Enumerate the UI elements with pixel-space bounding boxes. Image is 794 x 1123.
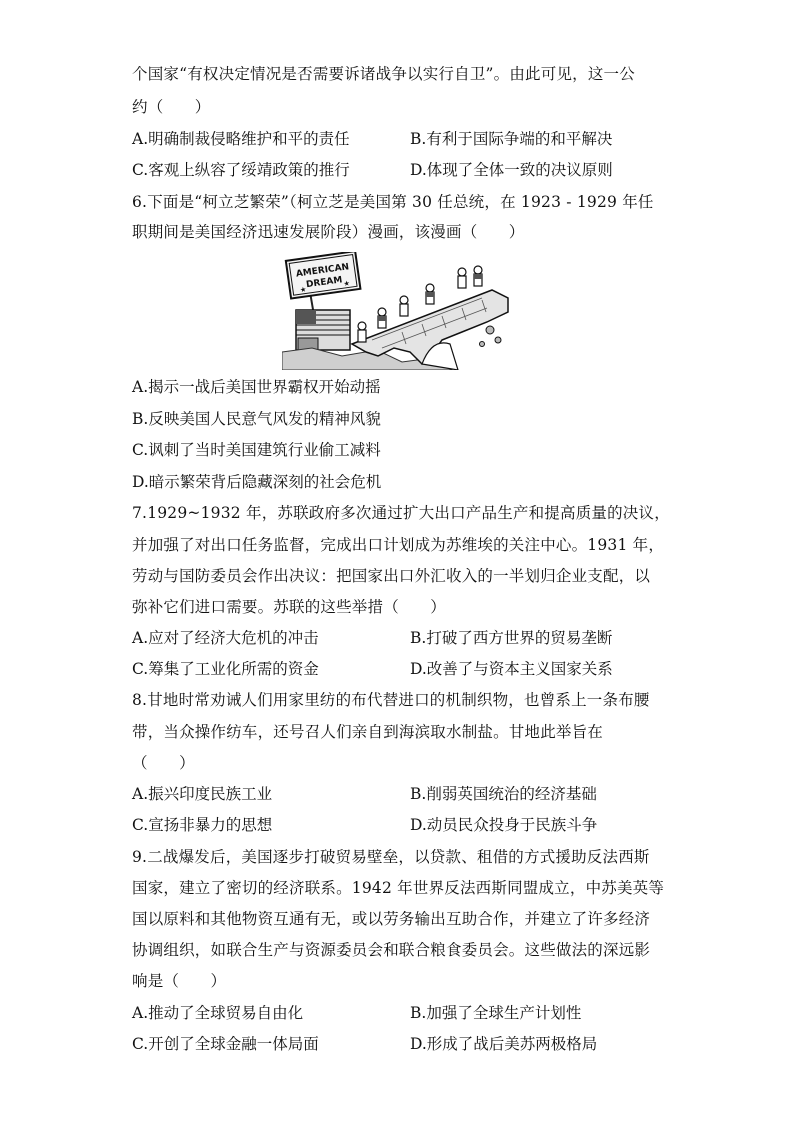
q9-stem-line-4: 协调组织，如联合生产与资源委员会和联合粮食委员会。这些做法的深远影 <box>132 941 651 959</box>
q7-option-c: C.筹集了工业化所需的资金 <box>132 660 319 678</box>
q9-option-d: D.形成了战后美苏两极格局 <box>410 1035 598 1053</box>
q8-stem-line-2: 带，当众操作纺车，还号召人们亲自到海滨取水制盐。甘地此举旨在 <box>132 723 604 741</box>
q8-option-a: A.振兴印度民族工业 <box>132 785 273 803</box>
q6-option-b: B.反映美国人民意气风发的精神风貌 <box>132 410 381 428</box>
cartoon-sign-line-1: AMERICAN <box>295 262 350 280</box>
q8-option-b: B.削弱英国统治的经济基础 <box>410 785 597 803</box>
q6-option-d: D.暗示繁荣背后隐藏深刻的社会危机 <box>132 473 382 491</box>
q7-option-b: B.打破了西方世界的贸易垄断 <box>410 629 613 647</box>
q7-stem-line-2: 并加强了对出口任务监督，完成出口计划成为苏维埃的关注中心。1931 年， <box>132 536 665 554</box>
q5-option-c: C.客观上纵容了绥靖政策的推行 <box>132 161 350 179</box>
q9-option-c: C.开创了全球金融一体局面 <box>132 1035 319 1053</box>
svg-text:★: ★ <box>299 285 307 295</box>
coolidge-prosperity-cartoon <box>282 252 510 370</box>
q9-stem-line-3: 国以原料和其他物资互通有无，或以劳务输出互助合作，并建立了许多经济 <box>132 910 651 928</box>
svg-text:★: ★ <box>343 279 351 289</box>
q6-option-a: A.揭示一战后美国世界霸权开始动摇 <box>132 378 381 396</box>
q9-stem-line-5: 响是（ ） <box>132 972 227 990</box>
q7-option-a: A.应对了经济大危机的冲击 <box>132 629 319 647</box>
q8-option-d: D.动员民众投身于民族斗争 <box>410 816 598 834</box>
q9-stem-line-1: 9.二战爆发后，美国逐步打破贸易壁垒，以贷款、租借的方式援助反法西斯 <box>132 848 650 866</box>
q5-option-b: B.有利于国际争端的和平解决 <box>410 130 613 148</box>
q6-stem-line-2: 职期间是美国经济迅速发展阶段）漫画，该漫画（ ） <box>132 223 525 241</box>
q7-stem-line-1: 7.1929~1932 年，苏联政府多次通过扩大出口产品生产和提高质量的决议， <box>132 504 670 522</box>
q8-stem-line-3: （ ） <box>132 754 195 772</box>
q7-stem-line-3: 劳动与国防委员会作出决议：把国家出口外汇收入的一半划归企业支配，以 <box>132 567 651 585</box>
cartoon-sign-line-2: DREAM <box>305 275 344 291</box>
q5-option-d: D.体现了全体一致的决议原则 <box>410 161 613 179</box>
q9-option-b: B.加强了全球生产计划性 <box>410 1004 582 1022</box>
q5-option-a: A.明确制裁侵略维护和平的责任 <box>132 130 350 148</box>
q8-option-c: C.宣扬非暴力的思想 <box>132 816 273 834</box>
q8-stem-line-1: 8.甘地时常劝诫人们用家里纺的布代替进口的机制织物，也曾系上一条布腰 <box>132 691 650 709</box>
q6-option-c: C.讽刺了当时美国建筑行业偷工减料 <box>132 441 381 459</box>
q7-option-d: D.改善了与资本主义国家关系 <box>410 660 613 678</box>
q9-stem-line-2: 国家，建立了密切的经济联系。1942 年世界反法西斯同盟成立，中苏美英等 <box>132 879 665 897</box>
q9-option-a: A.推动了全球贸易自由化 <box>132 1004 304 1022</box>
q5-stem-line-2: 约（ ） <box>132 98 211 116</box>
q6-stem-line-1: 6.下面是“柯立芝繁荣”（柯立芝是美国第 30 任总统，在 1923 - 1929 年任 <box>132 193 654 211</box>
q7-stem-line-4: 弥补它们进口需要。苏联的这些举措（ ） <box>132 598 447 616</box>
q5-stem-line-1: 个国家“有权决定情况是否需要诉诸战争以实行自卫”。由此可见，这一公 <box>132 65 635 83</box>
